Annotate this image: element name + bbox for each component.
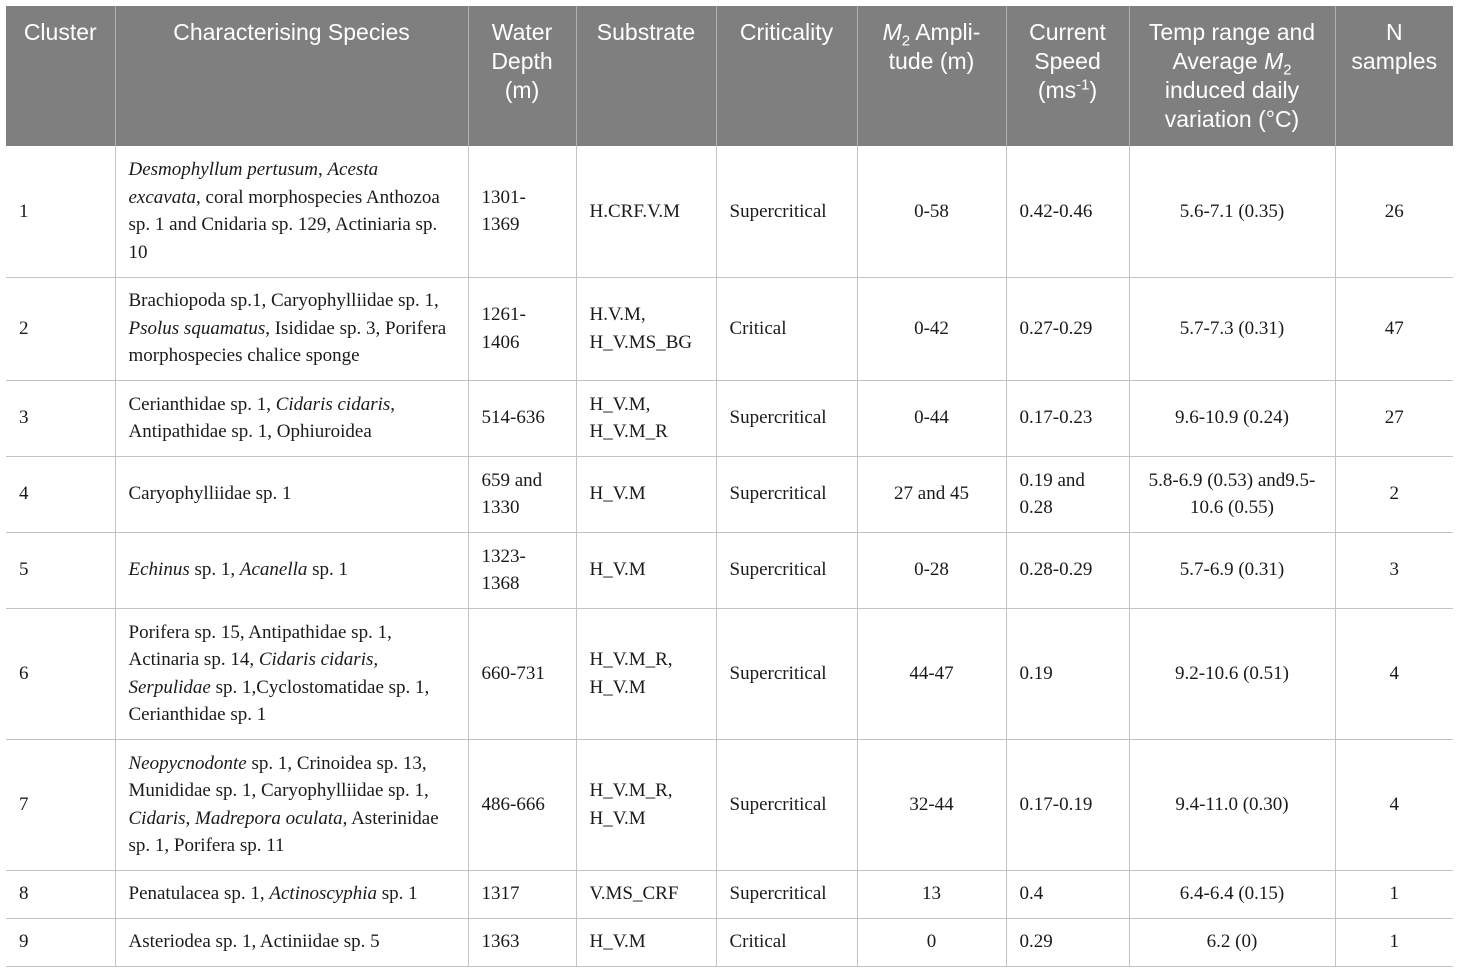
cell-m2-amplitude-value: 44-47 xyxy=(909,662,954,684)
species-text: sp. 1, Crinoidea sp. 13, Munididae sp. 1, Caryophylliidae sp. 1, xyxy=(128,752,429,801)
species-name-italic: Madrepora oculata xyxy=(195,807,343,829)
cell-n-samples-value: 1 xyxy=(1389,883,1399,905)
cell-criticality-value: Supercritical xyxy=(729,407,827,429)
cell-depth xyxy=(468,380,576,456)
cell-cluster xyxy=(6,739,115,870)
cell-criticality-value: Supercritical xyxy=(729,559,827,581)
cell-m2-amplitude xyxy=(857,532,1006,608)
cell-m2-amplitude-value: 0-44 xyxy=(914,407,949,429)
cell-substrate xyxy=(576,870,716,918)
cell-temp-range-value: 5.8-6.9 (0.53) and9.5-10.6 (0.55) xyxy=(1148,469,1316,518)
cell-substrate-value: H_V.M xyxy=(589,483,646,505)
cell-n-samples xyxy=(1335,608,1453,739)
cell-criticality-value: Supercritical xyxy=(729,662,827,684)
cell-current-speed-value: 0.29 xyxy=(1019,931,1053,953)
species-name-italic: Cidaris cidaris, Serpulidae xyxy=(128,649,379,698)
cell-n-samples xyxy=(1335,146,1453,277)
cell-temp-range xyxy=(1129,608,1335,739)
cell-species xyxy=(115,870,468,918)
cell-n-samples-value: 2 xyxy=(1389,483,1399,505)
cell-criticality-value: Critical xyxy=(729,317,787,339)
cell-depth-value: 1363 xyxy=(481,931,520,953)
cell-current-speed-value: 0.4 xyxy=(1019,883,1044,905)
cell-depth-value: 1261-1406 xyxy=(481,304,526,353)
cell-temp-range-value: 9.6-10.9 (0.24) xyxy=(1175,407,1289,429)
cell-temp-range-value: 9.4-11.0 (0.30) xyxy=(1175,793,1289,815)
cell-n-samples xyxy=(1335,870,1453,918)
table-row xyxy=(6,870,1453,918)
species-text: Penatulacea sp. 1, xyxy=(128,883,270,905)
cell-m2-amplitude xyxy=(857,870,1006,918)
cell-criticality-value: Critical xyxy=(729,931,787,953)
cell-temp-range xyxy=(1129,739,1335,870)
cell-criticality xyxy=(716,380,857,456)
cell-substrate-value: H_V.M, H_V.M_R xyxy=(589,393,668,442)
cell-criticality xyxy=(716,456,857,532)
cell-criticality xyxy=(716,870,857,918)
table-row xyxy=(6,608,1453,739)
cell-cluster-value: 4 xyxy=(19,483,29,505)
cell-criticality xyxy=(716,532,857,608)
cell-cluster-value: 3 xyxy=(19,407,29,429)
cell-cluster xyxy=(6,532,115,608)
cell-criticality xyxy=(716,918,857,966)
cell-temp-range xyxy=(1129,532,1335,608)
cell-cluster-value: 1 xyxy=(19,200,29,222)
cell-depth xyxy=(468,918,576,966)
cell-species xyxy=(115,918,468,966)
cell-species xyxy=(115,532,468,608)
cell-depth xyxy=(468,739,576,870)
cell-temp-range xyxy=(1129,380,1335,456)
cell-cluster xyxy=(6,870,115,918)
cell-cluster-value: 8 xyxy=(19,883,29,905)
cell-criticality-value: Supercritical xyxy=(729,793,827,815)
species-text: sp. 1,Cyclostomatidae sp. 1, Cerianthidae sp. 1 xyxy=(128,676,430,725)
cluster-table xyxy=(6,6,1453,967)
cell-current-speed xyxy=(1006,380,1129,456)
species-name-italic: Acanella xyxy=(239,559,308,581)
table-row xyxy=(6,380,1453,456)
species-text: Cerianthidae sp. 1, xyxy=(128,393,276,415)
header-m2-amplitude: $M_2$ Ampli-tude (m) xyxy=(857,6,1006,146)
cell-substrate-value: H_V.M_R, H_V.M xyxy=(589,649,673,698)
cell-n-samples-value: 4 xyxy=(1389,662,1399,684)
species-text: , xyxy=(185,807,196,829)
cell-substrate-value: H_V.M_R, H_V.M xyxy=(589,780,673,829)
cell-species xyxy=(115,380,468,456)
cell-cluster xyxy=(6,456,115,532)
header-criticality: Criticality xyxy=(716,6,857,146)
cell-current-speed xyxy=(1006,608,1129,739)
cell-temp-range-value: 9.2-10.6 (0.51) xyxy=(1175,662,1289,684)
cell-temp-range-value: 5.7-6.9 (0.31) xyxy=(1179,559,1285,581)
cell-m2-amplitude xyxy=(857,918,1006,966)
species-name-italic: Acesta excavata xyxy=(128,159,379,208)
header-substrate: Substrate xyxy=(576,6,716,146)
cell-cluster-value: 5 xyxy=(19,559,29,581)
cell-criticality xyxy=(716,608,857,739)
cell-temp-range-value: 6.4-6.4 (0.15) xyxy=(1179,883,1285,905)
cell-substrate xyxy=(576,739,716,870)
cell-substrate-value: H_V.M xyxy=(589,931,646,953)
table-row xyxy=(6,739,1453,870)
cell-n-samples-value: 26 xyxy=(1384,200,1404,222)
cell-m2-amplitude-value: 0 xyxy=(926,931,937,953)
cell-current-speed-value: 0.17-0.19 xyxy=(1019,793,1093,815)
header-depth: Water Depth (m) xyxy=(468,6,576,146)
cell-n-samples xyxy=(1335,739,1453,870)
header-row xyxy=(6,6,1453,146)
cell-cluster xyxy=(6,918,115,966)
species-text: sp. 1 xyxy=(307,559,349,581)
cell-temp-range-value: 5.7-7.3 (0.31) xyxy=(1179,317,1285,339)
cell-current-speed-value: 0.42-0.46 xyxy=(1019,200,1093,222)
species-name-italic: Cidaris xyxy=(128,807,186,829)
cell-species xyxy=(115,739,468,870)
table-row xyxy=(6,277,1453,380)
cell-cluster xyxy=(6,146,115,277)
species-text: Brachiopoda sp.1, Caryophylliidae sp. 1, xyxy=(128,290,439,312)
cell-m2-amplitude xyxy=(857,608,1006,739)
cell-current-speed-value: 0.19 and 0.28 xyxy=(1019,469,1085,518)
cell-criticality xyxy=(716,739,857,870)
cell-substrate-value: H.CRF.V.M xyxy=(589,200,681,222)
cell-n-samples xyxy=(1335,456,1453,532)
cell-current-speed-value: 0.17-0.23 xyxy=(1019,407,1093,429)
cell-m2-amplitude xyxy=(857,146,1006,277)
cell-substrate xyxy=(576,532,716,608)
species-text: sp. 1, xyxy=(189,559,240,581)
cell-m2-amplitude xyxy=(857,456,1006,532)
cell-criticality-value: Supercritical xyxy=(729,883,827,905)
species-text: Porifera sp. 15, Antipathidae sp. 1, Actinaria sp. 14, xyxy=(128,621,392,670)
cell-temp-range xyxy=(1129,870,1335,918)
cell-temp-range xyxy=(1129,277,1335,380)
cell-n-samples xyxy=(1335,380,1453,456)
cell-cluster xyxy=(6,277,115,380)
cell-n-samples-value: 4 xyxy=(1389,793,1399,815)
cell-current-speed-value: 0.28-0.29 xyxy=(1019,559,1093,581)
table-row xyxy=(6,918,1453,966)
cell-current-speed xyxy=(1006,277,1129,380)
cell-n-samples-value: 27 xyxy=(1384,407,1404,429)
cell-depth-value: 660-731 xyxy=(481,662,545,684)
cell-m2-amplitude-value: 0-28 xyxy=(914,559,949,581)
cell-depth-value: 486-666 xyxy=(481,793,545,815)
cell-current-speed xyxy=(1006,918,1129,966)
cell-cluster-value: 6 xyxy=(19,662,29,684)
cell-m2-amplitude-value: 32-44 xyxy=(909,793,954,815)
cell-criticality-value: Supercritical xyxy=(729,483,827,505)
cell-n-samples-value: 47 xyxy=(1384,317,1404,339)
cell-cluster-value: 7 xyxy=(19,793,29,815)
cell-depth xyxy=(468,146,576,277)
cell-substrate xyxy=(576,456,716,532)
species-text: Asteriodea sp. 1, Actiniidae sp. 5 xyxy=(128,931,380,953)
table-row xyxy=(6,532,1453,608)
species-name-italic: Echinus xyxy=(128,559,190,581)
cell-depth-value: 659 and 1330 xyxy=(481,469,543,518)
cell-depth xyxy=(468,277,576,380)
cell-cluster xyxy=(6,380,115,456)
header-species: Characterising Species xyxy=(115,6,468,146)
cell-m2-amplitude-value: 0-42 xyxy=(914,317,949,339)
cell-cluster-value: 2 xyxy=(19,317,29,339)
cell-current-speed-value: 0.27-0.29 xyxy=(1019,317,1093,339)
cell-substrate xyxy=(576,380,716,456)
header-n-samples: N samples xyxy=(1335,6,1453,146)
cell-depth xyxy=(468,870,576,918)
header-current-speed: Current Speed $(ms^{-1})$ xyxy=(1006,6,1129,146)
cell-current-speed xyxy=(1006,146,1129,277)
cell-depth-value: 514-636 xyxy=(481,407,545,429)
cell-current-speed xyxy=(1006,456,1129,532)
header-temp-range: Temp range and Average $M_2$ induced daily variation (°C) xyxy=(1129,6,1335,146)
species-name-italic: Actinoscyphia xyxy=(269,883,378,905)
species-text: , coral morphospecies Anthozoa sp. 1 and Cnidaria sp. 129, Actiniaria sp. 10 xyxy=(128,186,440,263)
header-cluster: Cluster xyxy=(6,6,115,146)
species-text: , Asterinidae sp. 1, Porifera sp. 11 xyxy=(128,807,439,856)
cell-depth-value: 1301-1369 xyxy=(481,186,526,236)
cell-species xyxy=(115,456,468,532)
species-text: , xyxy=(317,159,328,181)
cell-m2-amplitude xyxy=(857,277,1006,380)
species-name-italic: Psolus squamatus xyxy=(128,317,266,339)
cell-n-samples-value: 1 xyxy=(1389,931,1399,953)
species-text: , Antipathidae sp. 1, Ophiuroidea xyxy=(128,393,396,442)
cell-current-speed xyxy=(1006,739,1129,870)
table-row xyxy=(6,146,1453,277)
cell-current-speed xyxy=(1006,532,1129,608)
cell-substrate xyxy=(576,146,716,277)
cell-substrate xyxy=(576,608,716,739)
cell-depth xyxy=(468,532,576,608)
cell-species xyxy=(115,146,468,277)
cell-n-samples xyxy=(1335,918,1453,966)
cell-substrate-value: H_V.M xyxy=(589,559,646,581)
cell-criticality-value: Supercritical xyxy=(729,200,827,222)
cell-depth xyxy=(468,608,576,739)
cell-species xyxy=(115,277,468,380)
cell-temp-range xyxy=(1129,456,1335,532)
cell-m2-amplitude xyxy=(857,380,1006,456)
cell-cluster-value: 9 xyxy=(19,931,29,953)
cell-criticality xyxy=(716,146,857,277)
cell-m2-amplitude-value: 0-58 xyxy=(914,200,949,222)
species-text: , Isididae sp. 3, Porifera morphospecies chalice sponge xyxy=(128,317,447,367)
cell-substrate xyxy=(576,277,716,380)
table-row xyxy=(6,456,1453,532)
cell-m2-amplitude xyxy=(857,739,1006,870)
cell-current-speed-value: 0.19 xyxy=(1019,662,1053,684)
cell-m2-amplitude-value: 27 and 45 xyxy=(894,483,969,505)
cell-species xyxy=(115,608,468,739)
cell-substrate-value: V.MS_CRF xyxy=(589,883,679,905)
cell-current-speed xyxy=(1006,870,1129,918)
cell-temp-range xyxy=(1129,146,1335,277)
cell-depth-value: 1317 xyxy=(481,883,520,905)
cell-temp-range xyxy=(1129,918,1335,966)
cell-n-samples-value: 3 xyxy=(1389,559,1399,581)
cell-temp-range-value: 5.6-7.1 (0.35) xyxy=(1179,200,1285,222)
species-text: Caryophylliidae sp. 1 xyxy=(128,483,292,505)
cell-depth-value: 1323-1368 xyxy=(481,545,526,594)
species-name-italic: Cidaris cidaris xyxy=(275,393,391,415)
species-name-italic: Desmophyllum pertusum xyxy=(128,159,318,181)
cell-temp-range-value: 6.2 (0) xyxy=(1206,931,1258,953)
cell-m2-amplitude-value: 13 xyxy=(922,883,941,905)
cell-depth xyxy=(468,456,576,532)
cell-n-samples xyxy=(1335,532,1453,608)
cell-n-samples xyxy=(1335,277,1453,380)
species-text: sp. 1 xyxy=(377,883,418,905)
cell-cluster xyxy=(6,608,115,739)
cell-substrate-value: H.V.M, H_V.MS_BG xyxy=(589,304,693,353)
cell-substrate xyxy=(576,918,716,966)
cell-criticality xyxy=(716,277,857,380)
species-name-italic: Neopycnodonte xyxy=(128,752,247,774)
